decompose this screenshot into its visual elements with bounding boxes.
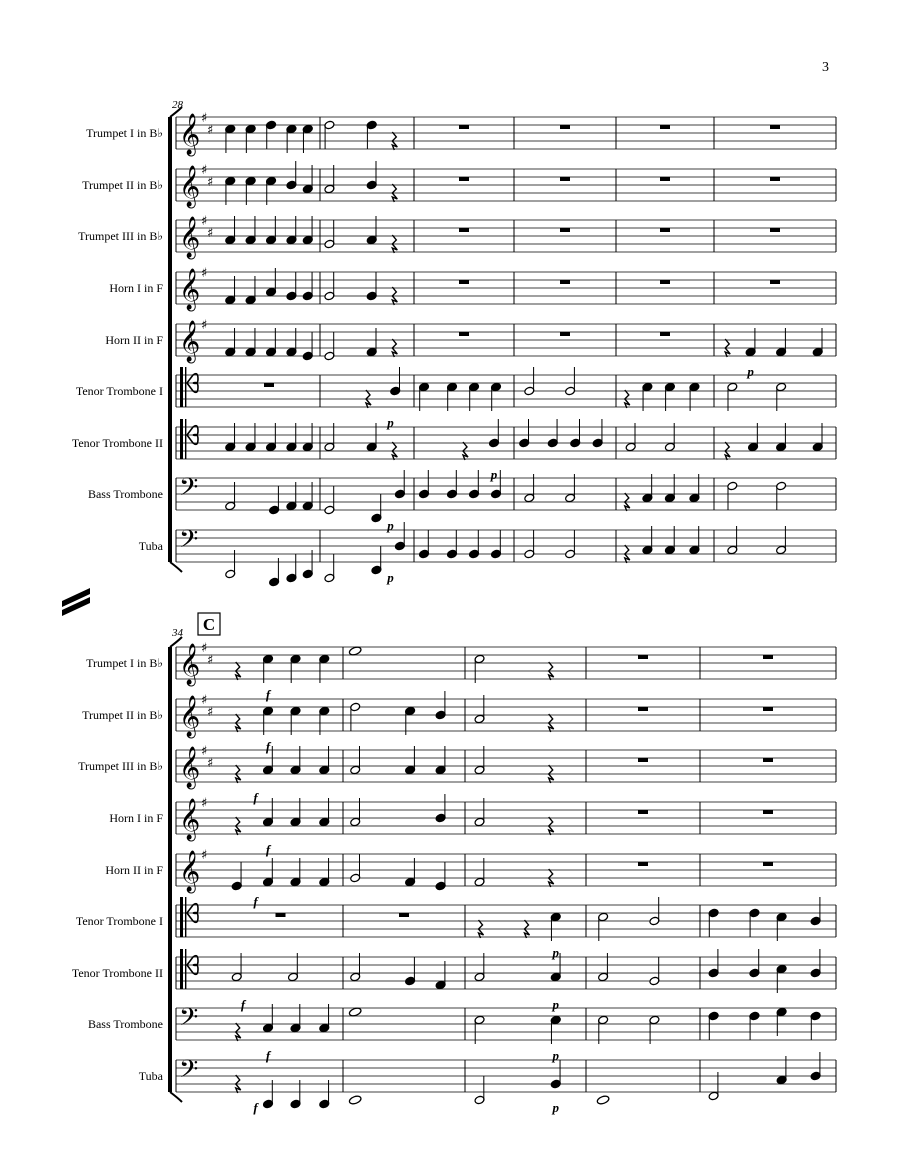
key-sharp-icon: ♯: [207, 756, 214, 771]
bracket-hook: [170, 562, 182, 572]
key-sharp-icon: ♯: [207, 653, 214, 668]
instrument-label: Horn I in F: [109, 281, 163, 295]
staff-4: [109, 266, 836, 311]
instrument-label: Tenor Trombone I: [75, 914, 163, 928]
dynamic-mark: p: [552, 1100, 559, 1115]
instrument-label: Tenor Trombone II: [71, 966, 163, 980]
key-sharp-icon: ♯: [201, 214, 208, 229]
instrument-label: Tenor Trombone II: [71, 436, 163, 450]
whole-rest: [660, 125, 670, 129]
dynamic-mark: f: [253, 1100, 258, 1115]
whole-rest: [638, 862, 648, 866]
whole-rest: [560, 125, 570, 129]
whole-rest: [763, 758, 773, 762]
notehead: [348, 1095, 362, 1105]
instrument-label: Bass Trombone: [87, 1017, 163, 1031]
whole-rest: [459, 177, 469, 181]
instrument-label: Tuba: [138, 1069, 163, 1083]
dynamic-mark: p: [387, 570, 394, 585]
treble-clef-icon: 𝄞: [179, 217, 201, 258]
whole-rest: [399, 913, 409, 917]
instrument-label: Horn II in F: [105, 863, 163, 877]
dynamic-mark: p: [387, 415, 394, 430]
bracket-hook: [170, 1092, 182, 1102]
whole-rest: [763, 655, 773, 659]
staff-7: [72, 949, 836, 993]
key-sharp-icon: ♯: [201, 796, 208, 811]
dynamic-mark: p: [552, 997, 559, 1012]
dynamic-mark: p: [747, 364, 754, 379]
dynamic-mark: p: [552, 1048, 559, 1063]
page-number: 3: [822, 60, 829, 75]
whole-rest: [560, 280, 570, 284]
treble-clef-icon: 𝄞: [179, 747, 201, 788]
dynamic-mark: p: [552, 945, 559, 960]
key-sharp-icon: ♯: [207, 226, 214, 241]
treble-clef-icon: 𝄞: [179, 644, 201, 685]
treble-clef-icon: 𝄞: [179, 166, 201, 207]
whole-rest: [660, 177, 670, 181]
tenor-clef-icon: [180, 949, 198, 989]
staff-2: [82, 161, 836, 208]
dynamic-mark: f: [253, 894, 258, 909]
bass-clef-icon: 𝄢: [179, 525, 199, 560]
instrument-label: Tenor Trombone I: [75, 384, 163, 398]
whole-rest: [276, 913, 286, 917]
system-separator-icon: [62, 588, 90, 616]
instrument-label: Bass Trombone: [87, 487, 163, 501]
staff-6: [76, 367, 836, 411]
key-sharp-icon: ♯: [201, 848, 208, 863]
instrument-label: Trumpet III in B♭: [78, 759, 163, 773]
whole-rest: [763, 862, 773, 866]
system-2: [72, 613, 836, 1115]
treble-clef-icon: 𝄞: [179, 114, 201, 155]
dynamic-mark: f: [265, 687, 271, 702]
key-sharp-icon: ♯: [201, 111, 208, 126]
treble-clef-icon: 𝄞: [179, 269, 201, 310]
key-sharp-icon: ♯: [201, 318, 208, 333]
whole-rest: [264, 383, 274, 387]
treble-clef-icon: 𝄞: [179, 321, 201, 362]
whole-rest: [560, 332, 570, 336]
whole-rest: [763, 810, 773, 814]
whole-rest: [770, 177, 780, 181]
key-sharp-icon: ♯: [201, 266, 208, 281]
staff-8: [88, 470, 836, 523]
system-bracket: [168, 647, 172, 1092]
treble-clef-icon: 𝄞: [179, 851, 201, 892]
system-bracket: [168, 117, 172, 562]
bass-clef-icon: 𝄢: [179, 1003, 199, 1038]
tenor-clef-icon: [180, 419, 198, 459]
whole-rest: [638, 707, 648, 711]
key-sharp-icon: ♯: [201, 744, 208, 759]
treble-clef-icon: 𝄞: [179, 799, 201, 840]
measure-number: 28: [172, 99, 183, 111]
whole-rest: [459, 125, 469, 129]
staff-2: [82, 691, 836, 738]
instrument-label: Trumpet III in B♭: [78, 229, 163, 243]
staff-7: [72, 419, 836, 460]
treble-clef-icon: 𝄞: [179, 696, 201, 737]
whole-rest: [770, 228, 780, 232]
instrument-label: Trumpet II in B♭: [82, 708, 163, 722]
key-sharp-icon: ♯: [201, 641, 208, 656]
whole-rest: [638, 655, 648, 659]
whole-rest: [560, 228, 570, 232]
dynamic-mark: f: [265, 1048, 271, 1063]
instrument-label: Trumpet I in B♭: [86, 656, 163, 670]
bass-clef-icon: 𝄢: [179, 473, 199, 508]
bass-clef-icon: 𝄢: [179, 1055, 199, 1090]
notehead: [596, 1095, 610, 1105]
whole-rest: [660, 332, 670, 336]
whole-rest: [459, 228, 469, 232]
tenor-clef-icon: [180, 367, 198, 407]
staff-3: [78, 744, 836, 789]
dynamic-mark: f: [265, 739, 271, 754]
dynamic-mark: f: [265, 842, 271, 857]
dynamic-mark: p: [490, 467, 498, 482]
staff-5: [105, 848, 836, 893]
system-1: [72, 99, 836, 587]
tenor-clef-icon: [180, 897, 198, 937]
key-sharp-icon: ♯: [207, 123, 214, 138]
dynamic-mark: f: [253, 790, 258, 805]
whole-rest: [459, 280, 469, 284]
key-sharp-icon: ♯: [201, 693, 208, 708]
staff-9: [139, 522, 836, 587]
dynamic-mark: f: [240, 997, 246, 1012]
staff-1: [86, 641, 836, 686]
measure-number: 34: [172, 627, 183, 639]
staff-3: [78, 214, 836, 259]
instrument-label: Horn I in F: [109, 811, 163, 825]
whole-rest: [660, 228, 670, 232]
whole-rest: [660, 280, 670, 284]
whole-rest: [770, 280, 780, 284]
instrument-label: Trumpet I in B♭: [86, 126, 163, 140]
whole-rest: [638, 758, 648, 762]
staff-5: [105, 318, 836, 363]
instrument-label: Tuba: [138, 539, 163, 553]
key-sharp-icon: ♯: [207, 705, 214, 720]
dynamic-mark: p: [387, 518, 394, 533]
staff-4: [109, 794, 836, 841]
key-sharp-icon: ♯: [207, 175, 214, 190]
staff-8: [88, 1003, 836, 1044]
rehearsal-mark: C: [202, 615, 216, 634]
whole-rest: [638, 810, 648, 814]
whole-rest: [770, 125, 780, 129]
staff-9: [139, 1052, 836, 1109]
instrument-label: Trumpet II in B♭: [82, 178, 163, 192]
key-sharp-icon: ♯: [201, 163, 208, 178]
staff-6: [76, 897, 836, 941]
instrument-label: Horn II in F: [105, 333, 163, 347]
whole-rest: [459, 332, 469, 336]
whole-rest: [763, 707, 773, 711]
whole-rest: [560, 177, 570, 181]
staff-1: [86, 111, 836, 156]
